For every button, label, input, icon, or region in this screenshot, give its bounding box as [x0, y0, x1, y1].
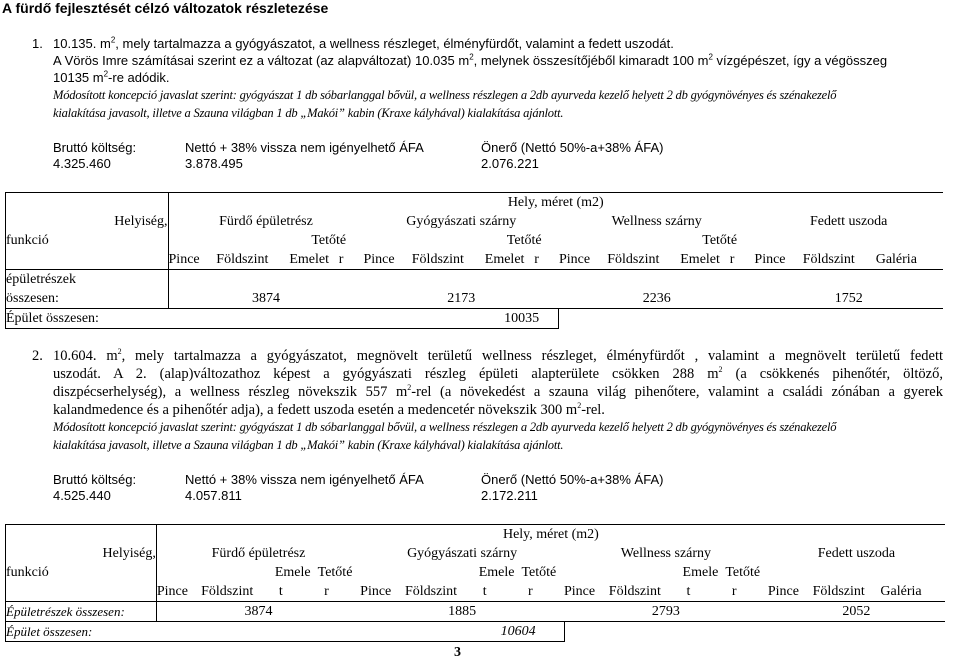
- page-title: A fürdő fejlesztését célzó változatok részletezése: [2, 0, 329, 16]
- v2-sub-cell: Földszint: [405, 582, 473, 602]
- v2-tetote-1: Tetőté: [317, 565, 353, 580]
- v1-sub-cell: Pince: [754, 250, 802, 270]
- v1-sub-cell: Pince: [559, 250, 607, 270]
- v2-header-funkcio: funkció: [6, 563, 64, 582]
- v1-sub-cell: Pince: [168, 250, 216, 270]
- v1-sub-cell: Földszint: [412, 250, 485, 270]
- v1-group-uszoda: Fedett uszoda: [810, 214, 888, 229]
- v1-number: 1.: [32, 36, 43, 51]
- v2-emele-tetote-3: [677, 563, 768, 582]
- v1-sub-cell: r: [534, 250, 559, 270]
- v2-total-gyogyaszat: 1885: [360, 602, 564, 622]
- v1-cost-value-brutto: 4.325.460: [53, 156, 111, 171]
- v2-grand-total: 10604: [473, 622, 564, 642]
- v1-sub-cell: Földszint: [607, 250, 680, 270]
- v1-group-furdo: Fürdő épületrész: [168, 212, 363, 231]
- v1-sub-cell: Földszint: [216, 250, 289, 270]
- v2-line1: 10.604. $m^2$, mely tartalmazza a gyógyászatot, megnövelt területű wellness részleget, élményfürdőt , valamint a megnövelt területű fedett: [53, 347, 943, 364]
- v2-sub-cell: r: [514, 582, 564, 602]
- v1-line1: 10.135. $m^2$, mely tartalmazza a gyógyászatot, a wellness részleget, élményfürdőt, valamint a fedett uszodát.: [53, 35, 674, 51]
- v1-cost-label-onero: Önerő (Nettó 50%-a+38% ÁFA): [481, 140, 664, 155]
- v1-total-wellness: 2236: [559, 289, 754, 309]
- v2-italic-line2: kialakítása javasolt, illetve a Szauna világban 1 db „Makói” kabin (Kraxe kályhával) kialakítása ajánlott.: [53, 438, 564, 452]
- v1-tetote-1: Tetőté: [311, 233, 347, 248]
- v1-tetote-3: Tetőté: [702, 233, 738, 248]
- v1-row-epuletreszek: épületrészek: [6, 270, 169, 290]
- v2-group-uszoda: Fedett uszoda: [817, 546, 896, 561]
- v2-sub-cell: Földszint: [201, 582, 269, 602]
- v1-total-uszoda: 1752: [754, 289, 943, 309]
- v2-sub-cell: Pince: [360, 582, 405, 602]
- v2-group-furdo: Fürdő épületrész: [156, 544, 360, 563]
- v2-line3: diszpécserhelység), a wellness részleg növekszik 557 $m^2$-rel (a növekedést a szauna világ pihenőtere, valamint a családi zónában a gyerek: [53, 383, 943, 400]
- v2-cost-value-brutto: 4.525.440: [53, 488, 111, 503]
- v2-line2: uszodát. A 2. (alap)változathoz képest a gyógyászati részleg épületi alapterülete csökken 288 $m^2$ (a csökkenés pihenőtér, öltöző,: [53, 365, 943, 382]
- v1-total-gyogyaszat: 2173: [363, 289, 558, 309]
- v1-grand-total: 10035: [485, 309, 559, 329]
- v1-sub-cell: r: [339, 250, 364, 270]
- v2-cost-value-netto: 4.057.811: [185, 488, 242, 503]
- v2-tetote-3: Tetőté: [725, 565, 761, 580]
- v1-area-table: [5, 192, 943, 329]
- v1-row-osszesen: összesen:: [6, 289, 169, 309]
- v1-tetote-2: Tetőté: [506, 233, 542, 248]
- v2-area-table: [5, 524, 945, 642]
- v1-italic-line2: kialakítása javasolt, illetve a Szauna világban 1 db „Makói” kabin (Kraxe kályhával) kialakítása ajánlott.: [53, 106, 564, 120]
- v2-cost-value-onero: 2.172.211: [481, 488, 538, 503]
- v2-sub-cell: Földszint: [813, 582, 881, 602]
- v1-cost-label-netto: Nettó + 38% vissza nem igényelhető ÁFA: [185, 140, 424, 155]
- v2-emele-tetote-1: [269, 563, 360, 582]
- v1-cost-value-netto: 3.878.495: [185, 156, 243, 171]
- v2-sub-cell: t: [473, 582, 514, 602]
- v2-total-uszoda: 2052: [768, 602, 945, 622]
- v1-header-funkcio: funkció: [6, 231, 68, 250]
- v2-row-epulet-osszesen: Épület összesen:: [6, 622, 157, 642]
- v2-sub-cell: t: [677, 582, 718, 602]
- v2-emele-tetote-2: [473, 563, 564, 582]
- v1-line3: 10135 $m^2-re$ adódik.: [53, 69, 170, 85]
- v2-sub-cell: Pince: [156, 582, 201, 602]
- v2-sub-cell: Pince: [768, 582, 813, 602]
- v2-group-gyogyaszat: Gyógyászati szárny: [407, 546, 518, 561]
- v1-italic-line1: Módosított koncepció javaslat szerint: gyógyászat 1 db sóbarlanggal bővül, a wellness részlegen a 2db ayurveda kezelő helyett 2 db gyógynövényes és szénakezelő: [53, 88, 837, 102]
- v2-cost-label-brutto: Bruttó költség:: [53, 472, 137, 487]
- v1-sub-cell: Földszint: [803, 250, 876, 270]
- v2-emele-2: Emele: [478, 565, 515, 580]
- v1-row-epulet-osszesen: Épület összesen:: [6, 309, 169, 329]
- page-number: 3: [454, 645, 461, 660]
- v2-italic-line1: Módosított koncepció javaslat szerint: gyógyászat 1 db sóbarlanggal bővül, a wellness részlegen a 2db ayurveda kezelő helyett 2 db gyógynövényes és szénakezelő: [53, 420, 837, 434]
- v2-total-wellness: 2793: [564, 602, 768, 622]
- v2-sub-cell: r: [310, 582, 360, 602]
- v2-total-furdo: 3874: [156, 602, 360, 622]
- v2-cost-label-netto: Nettó + 38% vissza nem igényelhető ÁFA: [185, 472, 424, 487]
- v1-sub-cell: Pince: [363, 250, 411, 270]
- v2-line4: kalandmedence és a pihenőtér adja), a fedett uszoda esetén a medencetér növekszik 300 $m^2$-rel.: [53, 401, 605, 418]
- v2-emele-1: Emele: [274, 565, 311, 580]
- v2-sub-cell: Pince: [564, 582, 609, 602]
- v1-cost-value-onero: 2.076.221: [481, 156, 539, 171]
- v2-header-helyiseg: Helyiség,: [102, 546, 156, 561]
- v2-sub-cell: Földszint: [609, 582, 677, 602]
- v2-row-epuletreszek-osszesen: Épületrészek összesen:: [6, 602, 157, 622]
- v1-sub-cell: Emelet: [680, 250, 729, 270]
- v2-group-wellness: Wellness szárny: [620, 546, 712, 561]
- v1-sub-cell: Emelet: [485, 250, 534, 270]
- v1-total-furdo: 3874: [168, 289, 363, 309]
- v1-sub-cell: Galéria: [876, 250, 943, 270]
- v1-group-wellness: Wellness szárny: [611, 214, 702, 229]
- v2-emele-3: Emele: [682, 565, 719, 580]
- v1-sub-cell: Emelet: [289, 250, 338, 270]
- v1-group-gyogyaszat: Gyógyászati szárny: [406, 214, 517, 229]
- v1-cost-label-brutto: Bruttó költség:: [53, 140, 137, 155]
- v2-sub-cell: t: [269, 582, 310, 602]
- v1-sub-cell: r: [730, 250, 755, 270]
- v1-header-hely-meret: Hely, méret (m2): [168, 193, 943, 213]
- v2-header-hely-meret: Hely, méret (m2): [156, 525, 945, 545]
- v2-tetote-2: Tetőté: [521, 565, 557, 580]
- v2-sub-cell: r: [718, 582, 768, 602]
- v1-header-helyiseg: Helyiség,: [114, 214, 168, 229]
- v2-number: 2.: [32, 348, 43, 364]
- v2-cost-label-onero: Önerő (Nettó 50%-a+38% ÁFA): [481, 472, 664, 487]
- v2-sub-cell: Galéria: [880, 582, 945, 602]
- v1-line2: A Vörös Imre számításai szerint ez a változat (az alapváltozat) 10.035 $m^2$, melynek összesítőjéből kimaradt 100 $m^2$ vízgépészet, így a végösszeg: [53, 52, 888, 68]
